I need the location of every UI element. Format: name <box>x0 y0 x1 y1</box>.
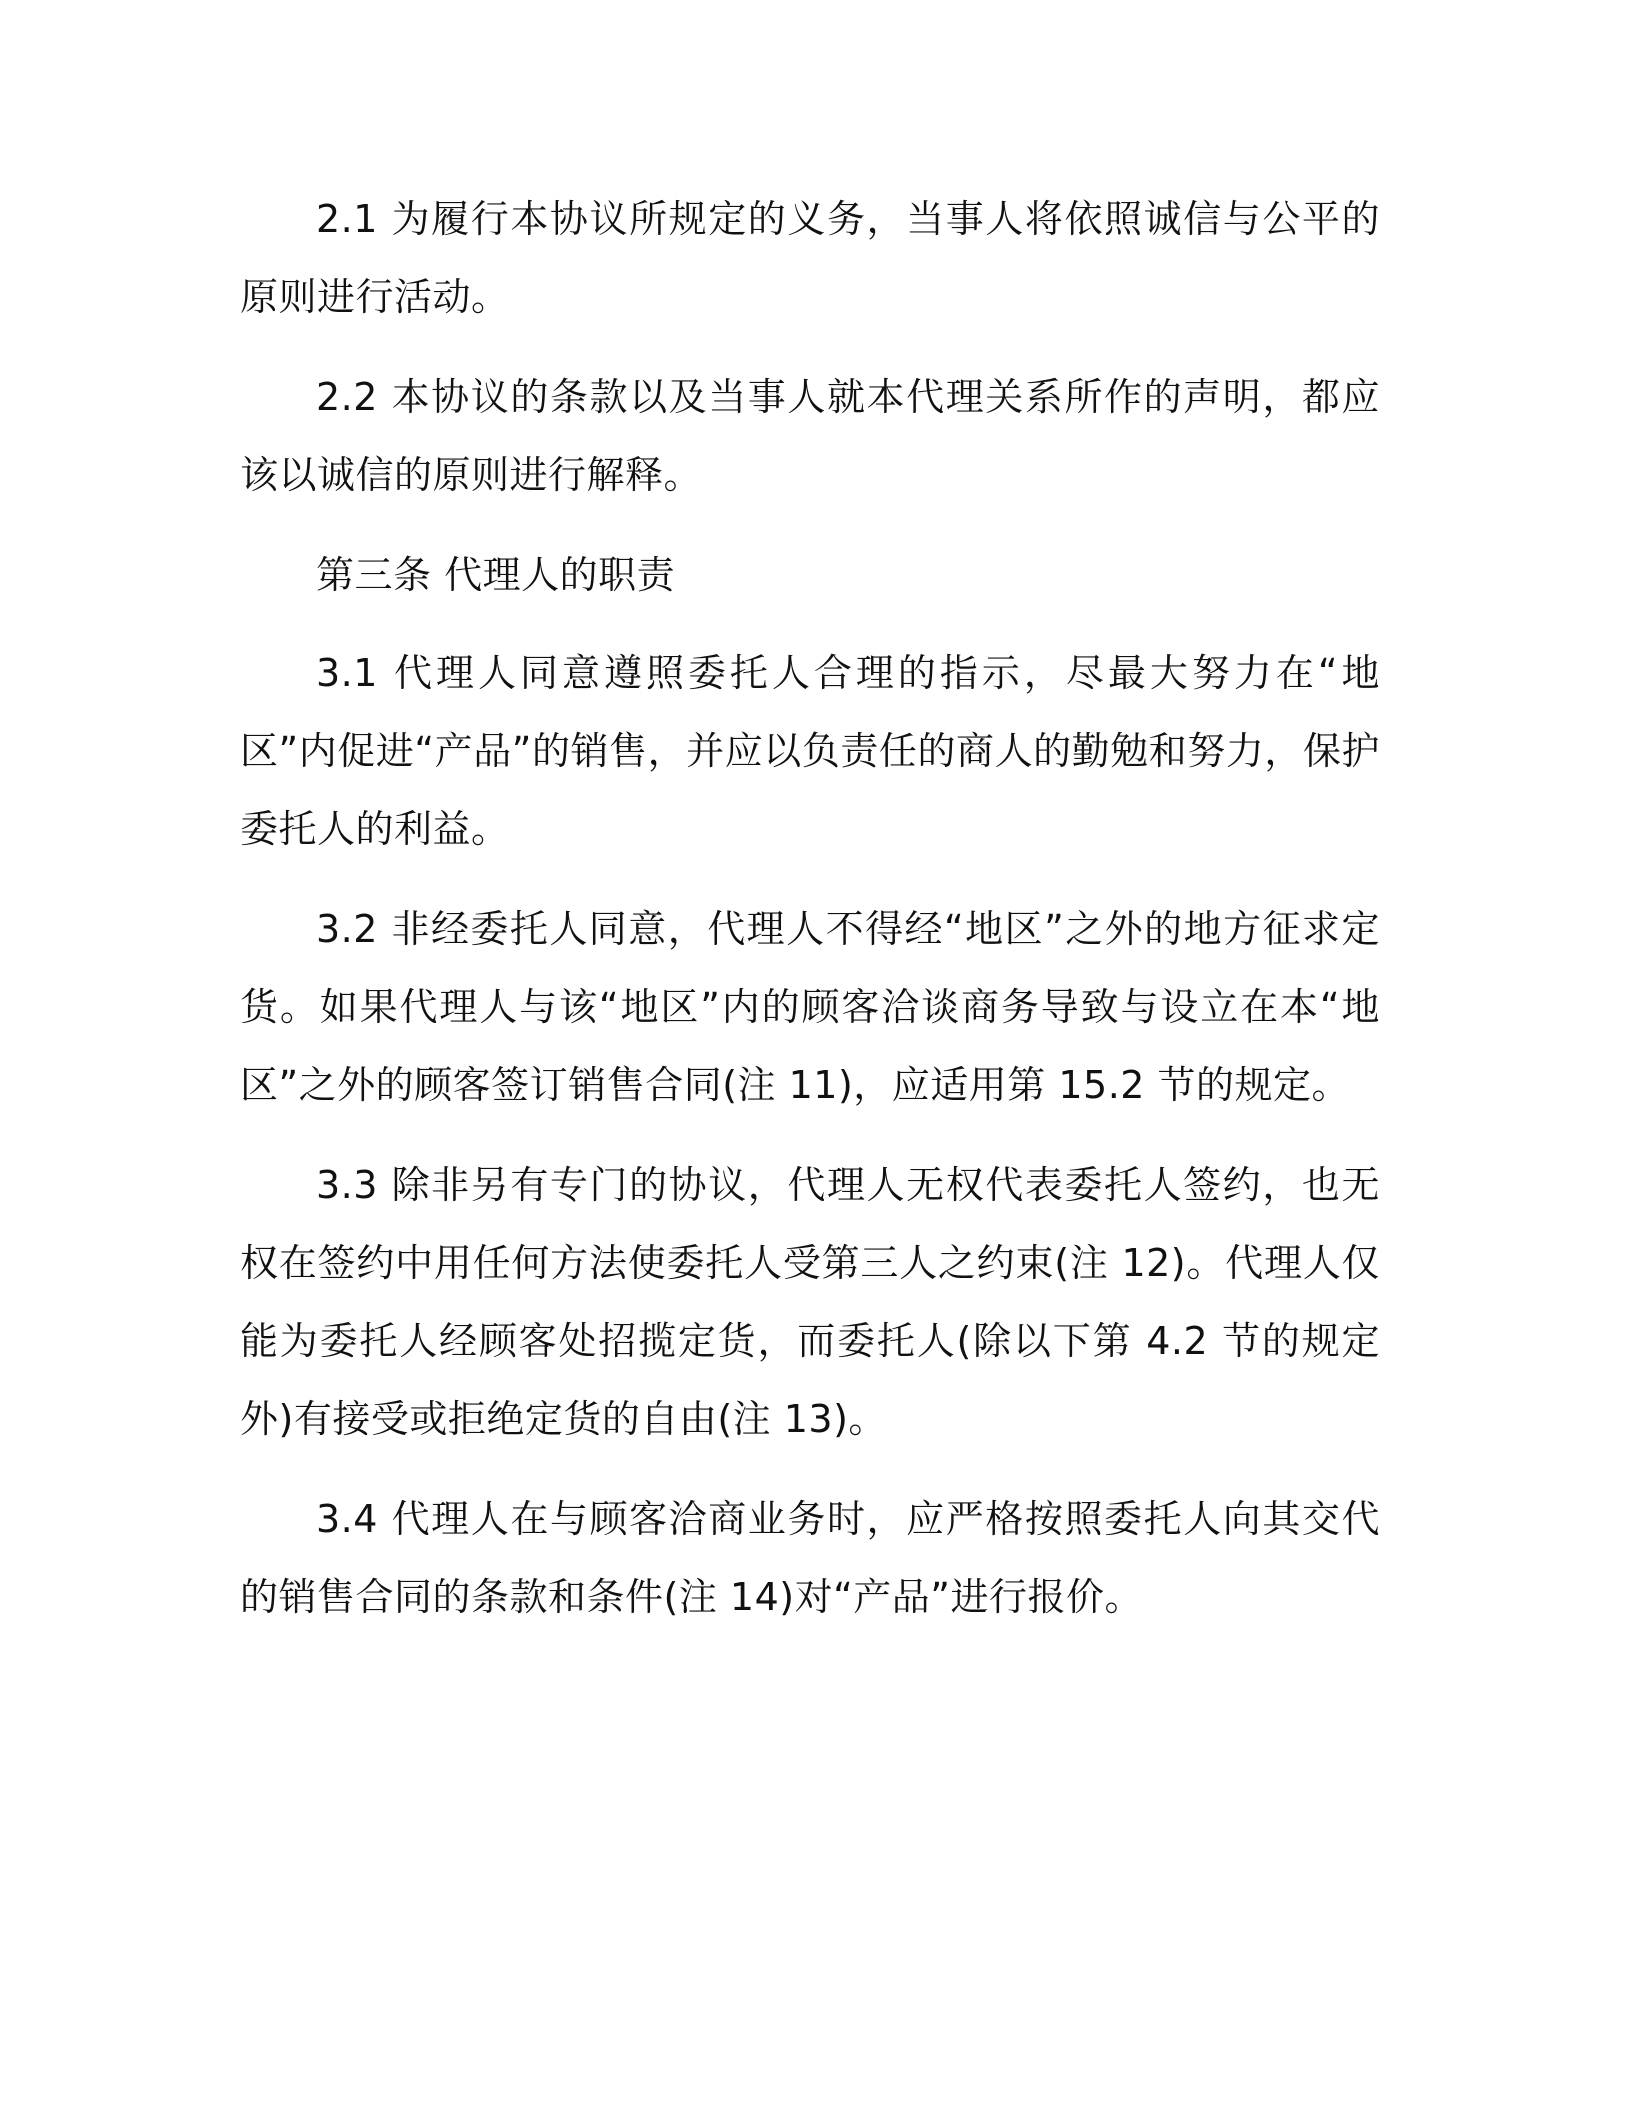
clause-3-1: 3.1 代理人同意遵照委托人合理的指示，尽最大努力在“地区”内促进“产品”的销售，并应以负责任的商人的勤勉和努力，保护委托人的利益。 <box>240 651 1380 851</box>
clause-2-2: 2.2 本协议的条款以及当事人就本代理关系所作的声明，都应该以诚信的原则进行解释。 <box>240 375 1380 497</box>
clause-2-1: 2.1 为履行本协议所规定的义务，当事人将依照诚信与公平的原则进行活动。 <box>240 197 1380 319</box>
clause-3-3: 3.3 除非另有专门的协议，代理人无权代表委托人签约，也无权在签约中用任何方法使委托人受第三人之约束(注 12)。代理人仅能为委托人经顾客处招揽定货，而委托人(除以下第 4.2 节的规定外)有接受或拒绝定货的自由(注 13)。 <box>240 1163 1380 1441</box>
clause-3-2: 3.2 非经委托人同意，代理人不得经“地区”之外的地方征求定货。如果代理人与该“地区”内的顾客洽谈商务导致与设立在本“地区”之外的顾客签订销售合同(注 11)，应适用第 15.2 节的规定。 <box>240 907 1380 1107</box>
clause-3-4: 3.4 代理人在与顾客洽商业务时，应严格按照委托人向其交代的销售合同的条款和条件(注 14)对“产品”进行报价。 <box>240 1497 1380 1619</box>
document-body <box>240 180 1380 1658</box>
article-3-heading: 第三条 代理人的职责 <box>316 553 676 597</box>
